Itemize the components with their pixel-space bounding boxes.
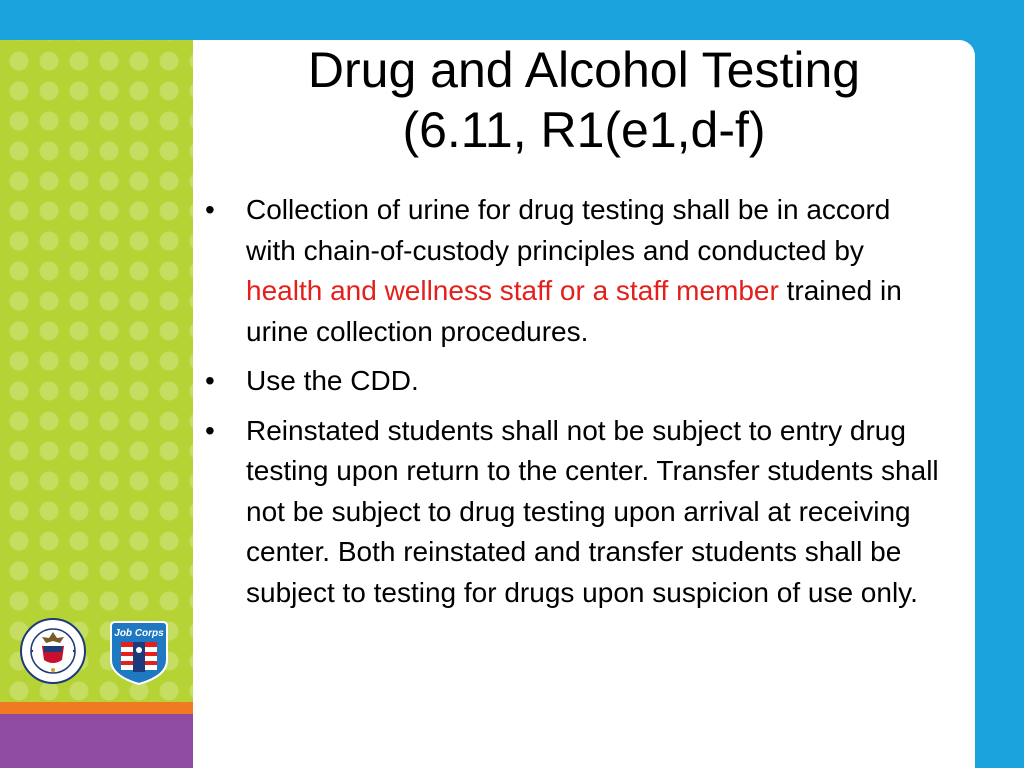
bullet-item-collection [205, 190, 940, 352]
purple-strip [0, 714, 193, 768]
bullet-text: Collection of urine for drug testing shall be in accord with chain-of-custody principles and conducted by [246, 194, 891, 266]
job-corps-logo-icon [107, 620, 171, 686]
bullet-item-reinstated [205, 411, 940, 614]
slide-title [193, 40, 975, 160]
bullet-dot: • [205, 365, 215, 396]
department-of-labor-seal-icon [20, 618, 86, 684]
bullet-text: trained in urine collection procedures. [246, 275, 902, 347]
bullet-list [205, 190, 940, 622]
bullet-item-cdd [205, 361, 940, 402]
bullet-dot: • [205, 414, 215, 446]
title-line-2: (6.11, R1(e1,d-f) [402, 102, 766, 158]
bullet-dot: • [205, 194, 215, 225]
bullet-text: Reinstated students shall not be subject to entry drug testing upon return to the center. Transfer students shall not be subject to drug testing upon arrival at receiving center. Both reinstated and transfer students shall be subject to testing for drugs upon suspicion of use only. [246, 414, 939, 608]
title-line-1: Drug and Alcohol Testing [307, 42, 861, 98]
bullet-highlight-text: health and wellness staff or a staff member [246, 275, 779, 306]
job-corps-logo-text: Job Corps [114, 628, 164, 639]
orange-strip [0, 702, 193, 714]
bullet-text: Use the CDD. [246, 365, 419, 396]
left-decorative-panel [0, 40, 193, 702]
